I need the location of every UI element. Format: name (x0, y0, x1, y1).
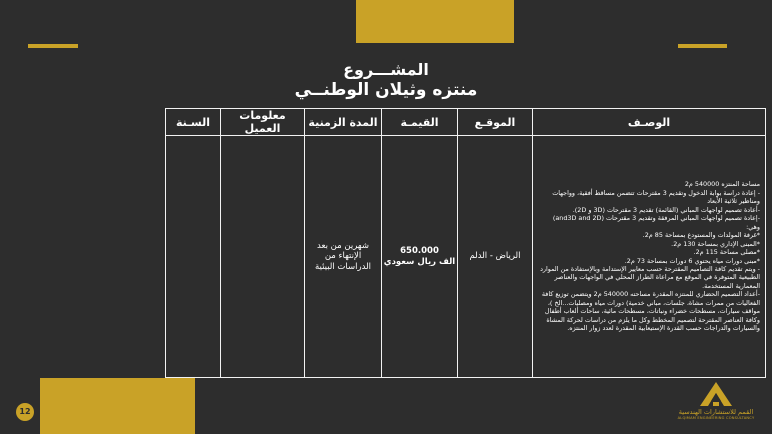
top-gold-block (356, 0, 514, 43)
description-line: *مبنى دورات مياه يحتوي 6 دورات بمساحة 73 م2. (624, 256, 760, 265)
description-line: -إعادة تصميم لواجهات المباني المرفقة وتقديم 3 مقترحات (and3D and 2D) وهي: (552, 214, 760, 231)
header-location: الموقـع (458, 109, 533, 136)
header-value: القيمـة (382, 109, 458, 136)
description-line: -أعداد التصميم الحضاري للمنتزه المقدرة مساحته 540000 م2 ويتضمن توزيع كافة الفعاليات من ممرات مشاة، جلسات، مباني خدمية) دورات مياه ومصليات...الخ )، مواقف سيارات، مسطحات خضراء ونباتات، مسطحات مائية، ساحات ألعاب أطفال وكافة العناصر المقترحة لتصميم المخطط وكل ما يلزم من دراسات لحركة المشاة والسيارات والدراجات حسب القدرة الإستيعابية المقدرة لعدد زوار المنتزه. (541, 290, 760, 333)
cell-duration: شهرين من بعد الإنتهاء من الدراسات البيئية (305, 136, 382, 378)
table-header-row (166, 109, 766, 136)
page-title: المشـــروع (343, 60, 429, 79)
cell-description (533, 136, 766, 378)
logo-arabic-name: القمم للاستشارات الهندسية (678, 408, 754, 416)
table-row (166, 136, 766, 378)
header-year: السـنة (166, 109, 221, 136)
header-description: الوصـف (533, 109, 766, 136)
project-name: منتزه وثيلان الوطنــي (294, 80, 478, 100)
right-gold-line (678, 44, 727, 48)
cell-location: الرياض - الدلم (458, 136, 533, 378)
mountain-logo-icon (699, 381, 733, 407)
left-gold-line (28, 44, 78, 48)
logo-english-name: ALQIMAM ENGINEERING CONSULTANCY (677, 416, 755, 420)
description-line: - إعادة دراسة بوابة الدخول وتقديم 3 مقترحات تتضمن مساقط أفقية، وواجهات ومناظير ثلاثية الأبعاد (552, 188, 760, 206)
description-line: -أعادة تصميم لواجهات المباني (القائمة) تقديم 3 مقترحات (3D و 2D). (572, 205, 760, 214)
cell-value: 650.000 الف ريال سعودي (382, 136, 458, 378)
cell-year (166, 136, 221, 378)
company-logo (676, 381, 756, 431)
description-line: *غرفة المولدات والمستودع بمساحة 85 م2. (642, 231, 760, 240)
description-line: *المبنى الإداري بمساحة 130 م2. (671, 239, 760, 248)
description-line: - ويتم تقديم كافة التصاميم المقترحة حسب معايير الإستدامة وبالإستفادة من الموارد الطبيعية المتوفرة في الموقع مع مراعاة الطراز المحلي في الواجهات والعناصر المعمارية المستخدمة. (540, 264, 760, 290)
header-duration: المدة الزمنية (305, 109, 382, 136)
description-line: مساحة المنتزه 540000 م2 (684, 180, 760, 189)
description-line: *مصلى مساحة 115 م2. (693, 248, 760, 257)
bottom-gold-block (40, 378, 195, 434)
cell-client-info (221, 136, 305, 378)
header-client-info: معلومات العميل (221, 109, 305, 136)
project-table (165, 108, 766, 378)
page-number: 12 (16, 403, 34, 421)
